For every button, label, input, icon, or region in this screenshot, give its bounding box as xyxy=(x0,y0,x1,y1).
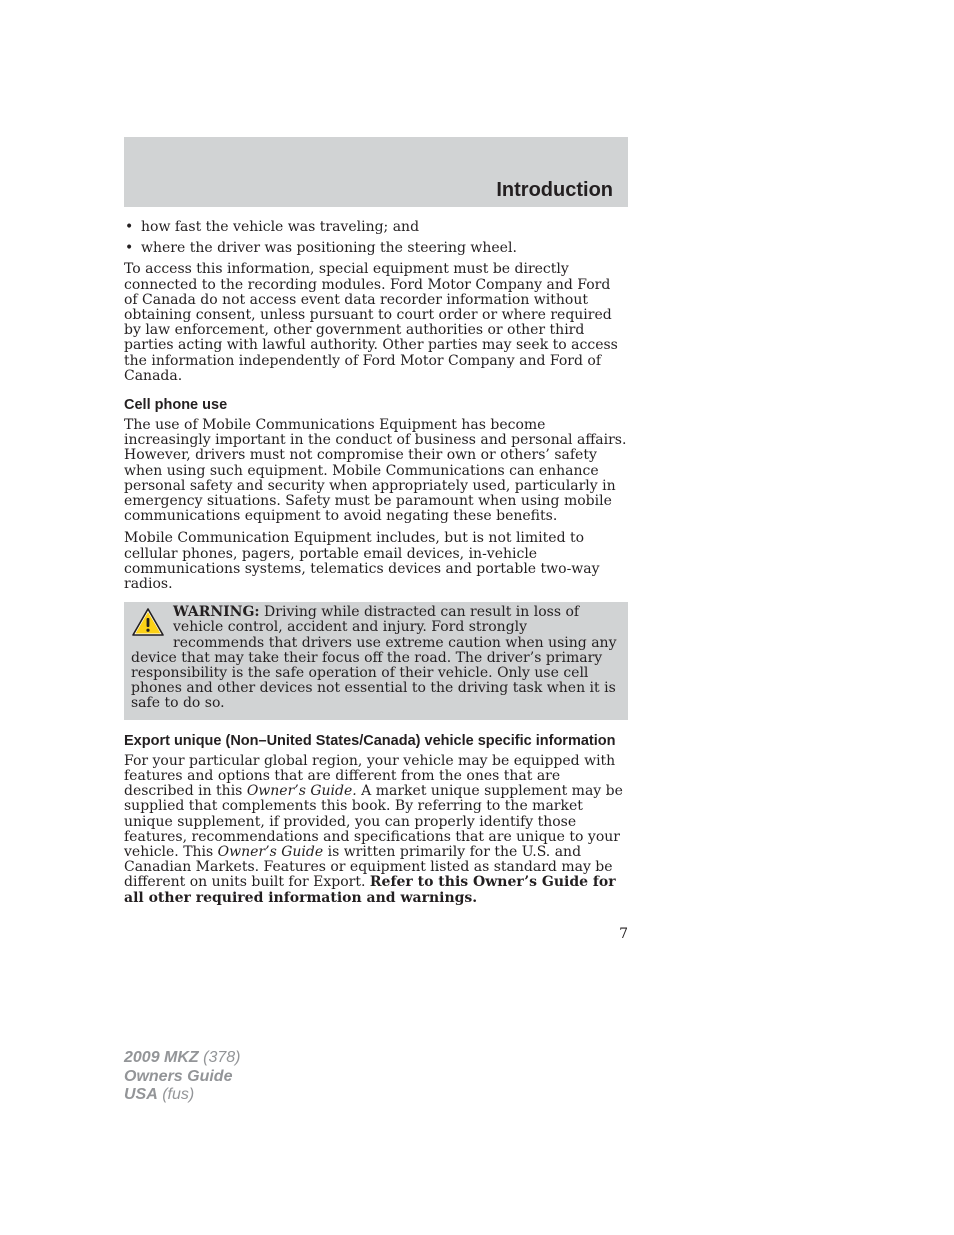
footer-model-code: (378) xyxy=(198,1049,241,1066)
page-content xyxy=(124,220,628,913)
export-italic-1: Owner’s Guide. xyxy=(246,783,357,800)
export-bold-note: Refer to this Owner’s Guide for all other required information and warnings. xyxy=(124,874,616,906)
footer-line-3 xyxy=(124,1086,241,1105)
footer-market: USA xyxy=(124,1086,158,1103)
bullet-dot-icon: • xyxy=(125,219,134,235)
page-number: 7 xyxy=(619,926,628,942)
section-title: Introduction xyxy=(496,179,613,201)
bullet-text: how fast the vehicle was traveling; and xyxy=(141,219,420,235)
export-italic-2: Owner’s Guide xyxy=(217,843,324,860)
export-text-2: A market unique supplement may be supplied that complements this book. By referring to the market unique supplement, if provided, you can properly identify those features, recommendations and specifications that are unique to your vehicle. This xyxy=(124,783,623,860)
footer-line-1 xyxy=(124,1049,241,1068)
footer-model: 2009 MKZ xyxy=(124,1049,199,1066)
cell-phone-paragraph-1: The use of Mobile Communications Equipment has become increasingly important in the conduct of business and personal affairs. However, drivers must not compromise their own or others’ safety when using such equipment. Mobile Communications can enhance personal safety and security when appropriately used, particularly in emergency situations. Safety must be paramount when using mobile communications equipment to avoid negating these benefits. xyxy=(124,417,627,525)
warning-text: Driving while distracted can result in loss of vehicle control, accident and injury. Ford strongly recommends that drivers use extreme caution when using any device that may take their focus off the road. The driver’s primary responsibility is the safe operation of their vehicle. Only use cell phones and other devices not essential to the driving task when it is safe to do so. xyxy=(131,604,617,712)
intro-paragraph: To access this information, special equipment must be directly connected to the recording modules. Ford Motor Company and Ford of Canada do not access event data recorder information without obtaining consent, unless pursuant to court order or where required by law enforcement, other government authorities or other third parties acting with lawful authority. Other parties may seek to access the information independently of Ford Motor Company and Ford of Canada. xyxy=(124,261,618,384)
cell-phone-paragraph-2: Mobile Communication Equipment includes, but is not limited to cellular phones, pagers, portable email devices, in-vehicle communications systems, telematics devices and portable two-way radios. xyxy=(124,530,600,593)
footer-model-info xyxy=(124,1049,241,1105)
export-text-3: is written primarily for the U.S. and Canadian Markets. Features or equipment listed as standard may be different on units built for Export. xyxy=(124,843,613,891)
export-heading: Export unique (Non–United States/Canada) vehicle specific information xyxy=(124,732,616,749)
cell-phone-heading: Cell phone use xyxy=(124,397,228,414)
section-header-bar xyxy=(124,137,628,207)
export-paragraph xyxy=(124,754,628,906)
bullet-item xyxy=(124,241,628,256)
bullet-item xyxy=(124,220,628,235)
warning-label: WARNING: xyxy=(173,604,260,621)
bullet-text: where the driver was positioning the steering wheel. xyxy=(141,240,517,257)
bullet-dot-icon: • xyxy=(125,240,134,257)
warning-triangle-icon xyxy=(131,607,165,637)
footer-market-code: (fus) xyxy=(157,1086,195,1103)
export-text-1: For your particular global region, your vehicle may be equipped with features and options that are different from the ones that are described in this xyxy=(124,752,616,800)
warning-box xyxy=(124,602,628,719)
footer-line-2: Owners Guide xyxy=(124,1067,233,1085)
